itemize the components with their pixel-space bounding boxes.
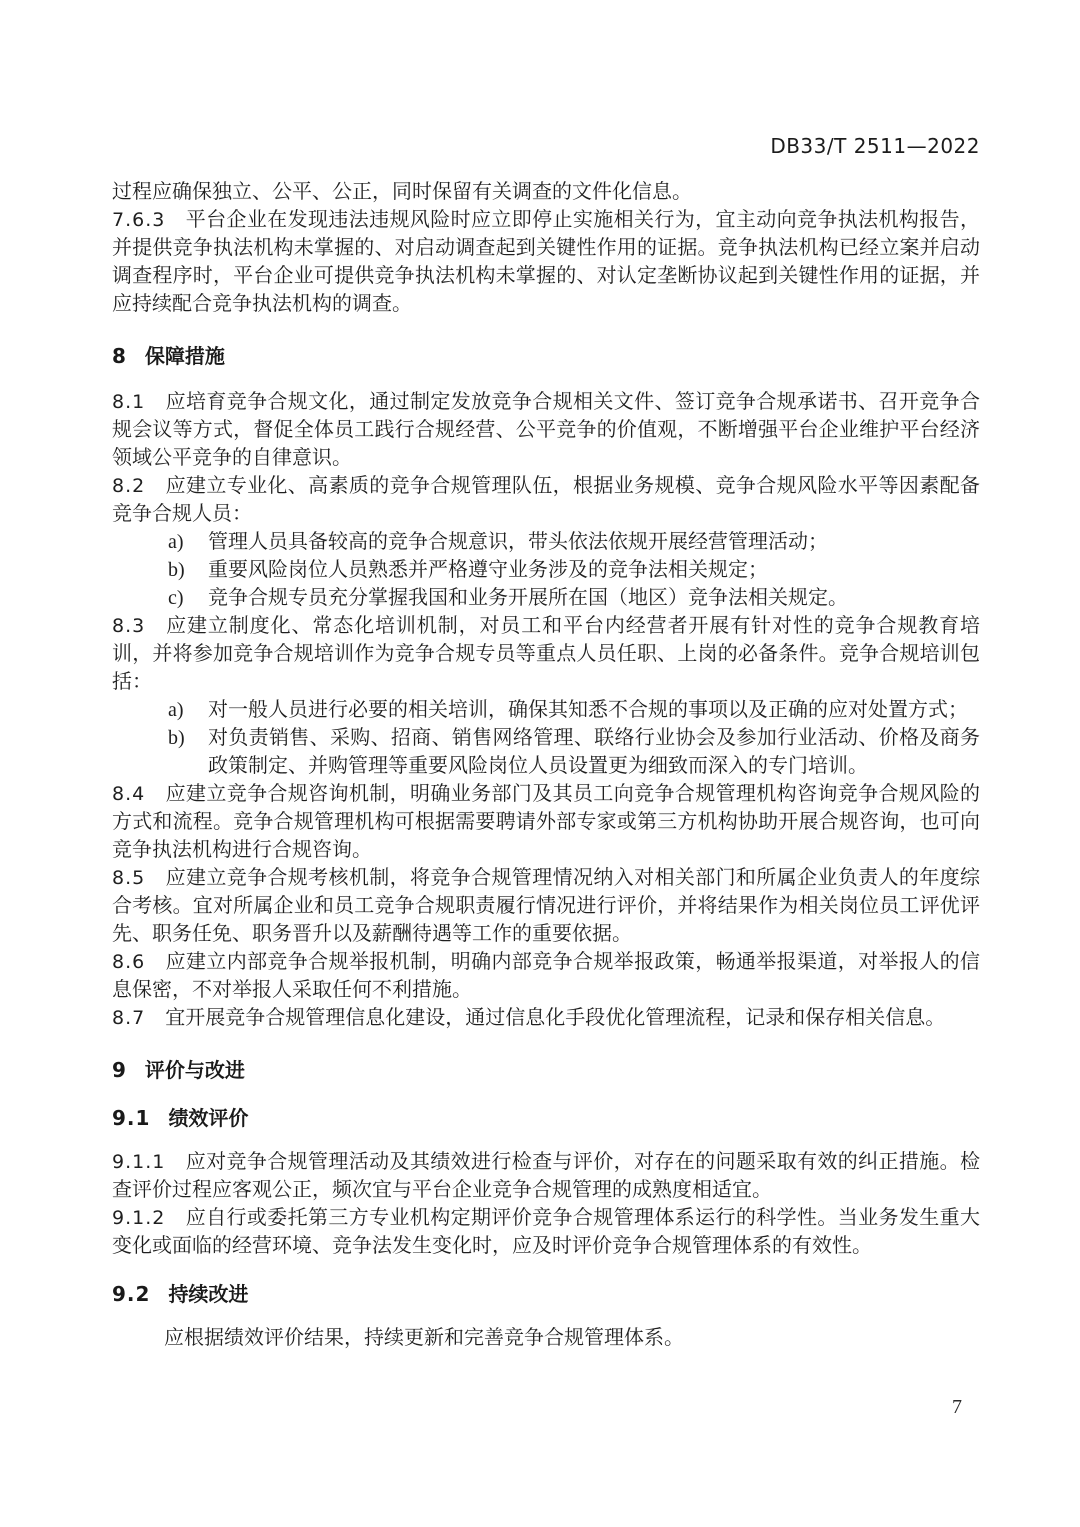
subsection-heading-9-1 — [112, 1104, 980, 1132]
list-item — [112, 528, 980, 556]
clause-8-5-text: 应建立竞争合规考核机制，将竞争合规管理情况纳入对相关部门和所属企业负责人的年度综合考核。宜对所属企业和员工竞争合规职责履行情况进行评价，并将结果作为相关岗位员工评优评先、职务任免、职务晋升以及薪酬待遇等工作的重要依据。 — [112, 867, 980, 945]
clause-9-1-2 — [112, 1204, 980, 1260]
clause-9-1-2-text: 应自行或委托第三方专业机构定期评价竞争合规管理体系运行的科学性。当业务发生重大变化或面临的经营环境、竞争法发生变化时，应及时评价竞争合规管理体系的有效性。 — [112, 1207, 980, 1257]
clause-8-4-number: 8.4 — [112, 783, 146, 805]
clause-8-7-text: 宜开展竞争合规管理信息化建设，通过信息化手段优化管理流程，记录和保存相关信息。 — [165, 1007, 946, 1029]
section-heading-8-number: 8 — [112, 344, 127, 368]
clause-7-6-3-text: 平台企业在发现违法违规风险时应立即停止实施相关行为，宜主动向竞争执法机构报告，并提供竞争执法机构未掌握的、对启动调查起到关键性作用的证据。竞争执法机构已经立案并启动调查程序时，平台企业可提供竞争执法机构未掌握的、对认定垄断协议起到关键性作用的证据，并应持续配合竞争执法机构的调查。 — [112, 209, 980, 315]
list-item-label: a) — [168, 699, 184, 721]
clause-8-7-number: 8.7 — [112, 1007, 146, 1029]
clause-8-4 — [112, 780, 980, 864]
clause-8-5 — [112, 864, 980, 948]
page-number: 7 — [952, 1396, 962, 1418]
clause-8-1-number: 8.1 — [112, 391, 146, 413]
clause-8-1-text: 应培育竞争合规文化，通过制定发放竞争合规相关文件、签订竞争合规承诺书、召开竞争合规会议等方式，督促全体员工践行合规经营、公平竞争的价值观，不断增强平台企业维护平台经济领域公平竞争的自律意识。 — [112, 391, 980, 469]
clause-8-2-text: 应建立专业化、高素质的竞争合规管理队伍，根据业务规模、竞争合规风险水平等因素配备竞争合规人员： — [112, 475, 980, 525]
list-item-text: 管理人员具备较高的竞争合规意识，带头依法依规开展经营管理活动； — [208, 531, 828, 553]
clause-8-6-text: 应建立内部竞争合规举报机制，明确内部竞争合规举报政策，畅通举报渠道，对举报人的信息保密，不对举报人采取任何不利措施。 — [112, 951, 980, 1001]
list-item — [112, 724, 980, 780]
clause-8-2-number: 8.2 — [112, 475, 146, 497]
document-body — [112, 178, 980, 1352]
list-item-label: b) — [168, 559, 185, 581]
subsection-heading-9-2-title: 持续改进 — [168, 1282, 249, 1306]
subsection-heading-9-2 — [112, 1280, 980, 1308]
list-item-text: 竞争合规专员充分掌握我国和业务开展所在国（地区）竞争法相关规定。 — [208, 587, 848, 609]
section-heading-8-title: 保障措施 — [144, 344, 225, 368]
clause-9-1-1-text: 应对竞争合规管理活动及其绩效进行检查与评价，对存在的问题采取有效的纠正措施。检查评价过程应客观公正，频次宜与平台企业竞争合规管理的成熟度相适宜。 — [112, 1151, 980, 1201]
subsection-heading-9-1-number: 9.1 — [112, 1106, 151, 1130]
clause-7-6-3 — [112, 206, 980, 318]
clause-8-6 — [112, 948, 980, 1004]
list-item-label: c) — [168, 587, 184, 609]
section-heading-9-number: 9 — [112, 1058, 127, 1082]
clause-8-1 — [112, 388, 980, 472]
clause-8-5-number: 8.5 — [112, 867, 146, 889]
clause-9-2-text: 应根据绩效评价结果，持续更新和完善竞争合规管理体系。 — [164, 1327, 684, 1349]
clause-8-7 — [112, 1004, 980, 1032]
list-item-text: 对一般人员进行必要的相关培训，确保其知悉不合规的事项以及正确的应对处置方式； — [208, 699, 968, 721]
clause-8-3-text: 应建立制度化、常态化培训机制，对员工和平台内经营者开展有针对性的竞争合规教育培训，并将参加竞争合规培训作为竞争合规专员等重点人员任职、上岗的必备条件。竞争合规培训包括： — [112, 615, 980, 693]
section-heading-9-title: 评价与改进 — [144, 1058, 245, 1082]
clause-8-3-list — [112, 696, 980, 780]
clause-9-1-2-number: 9.1.2 — [112, 1207, 166, 1229]
clause-8-3-number: 8.3 — [112, 615, 146, 637]
clause-8-2-list — [112, 528, 980, 612]
list-item — [112, 584, 980, 612]
clause-9-1-1 — [112, 1148, 980, 1204]
section-heading-8 — [112, 342, 980, 370]
list-item-text: 对负责销售、采购、招商、销售网络管理、联络行业协会及参加行业活动、价格及商务政策制定、并购管理等重要风险岗位人员设置更为细致而深入的专门培训。 — [208, 727, 980, 777]
list-item — [112, 696, 980, 724]
paragraph-continuation: 过程应确保独立、公平、公正，同时保留有关调查的文件化信息。 — [112, 181, 692, 203]
list-item — [112, 556, 980, 584]
clause-8-2 — [112, 472, 980, 528]
section-heading-9 — [112, 1056, 980, 1084]
list-item-text: 重要风险岗位人员熟悉并严格遵守业务涉及的竞争法相关规定； — [208, 559, 768, 581]
clause-8-6-number: 8.6 — [112, 951, 146, 973]
list-item-label: a) — [168, 531, 184, 553]
subsection-heading-9-2-number: 9.2 — [112, 1282, 151, 1306]
doc-number: DB33/T 2511—2022 — [770, 134, 980, 158]
subsection-heading-9-1-title: 绩效评价 — [168, 1106, 249, 1130]
clause-9-1-1-number: 9.1.1 — [112, 1151, 166, 1173]
clause-8-4-text: 应建立竞争合规咨询机制，明确业务部门及其员工向竞争合规管理机构咨询竞争合规风险的方式和流程。竞争合规管理机构可根据需要聘请外部专家或第三方机构协助开展合规咨询，也可向竞争执法机构进行合规咨询。 — [112, 783, 980, 861]
clause-7-6-3-number: 7.6.3 — [112, 209, 166, 231]
list-item-label: b) — [168, 727, 185, 749]
clause-8-3 — [112, 612, 980, 696]
